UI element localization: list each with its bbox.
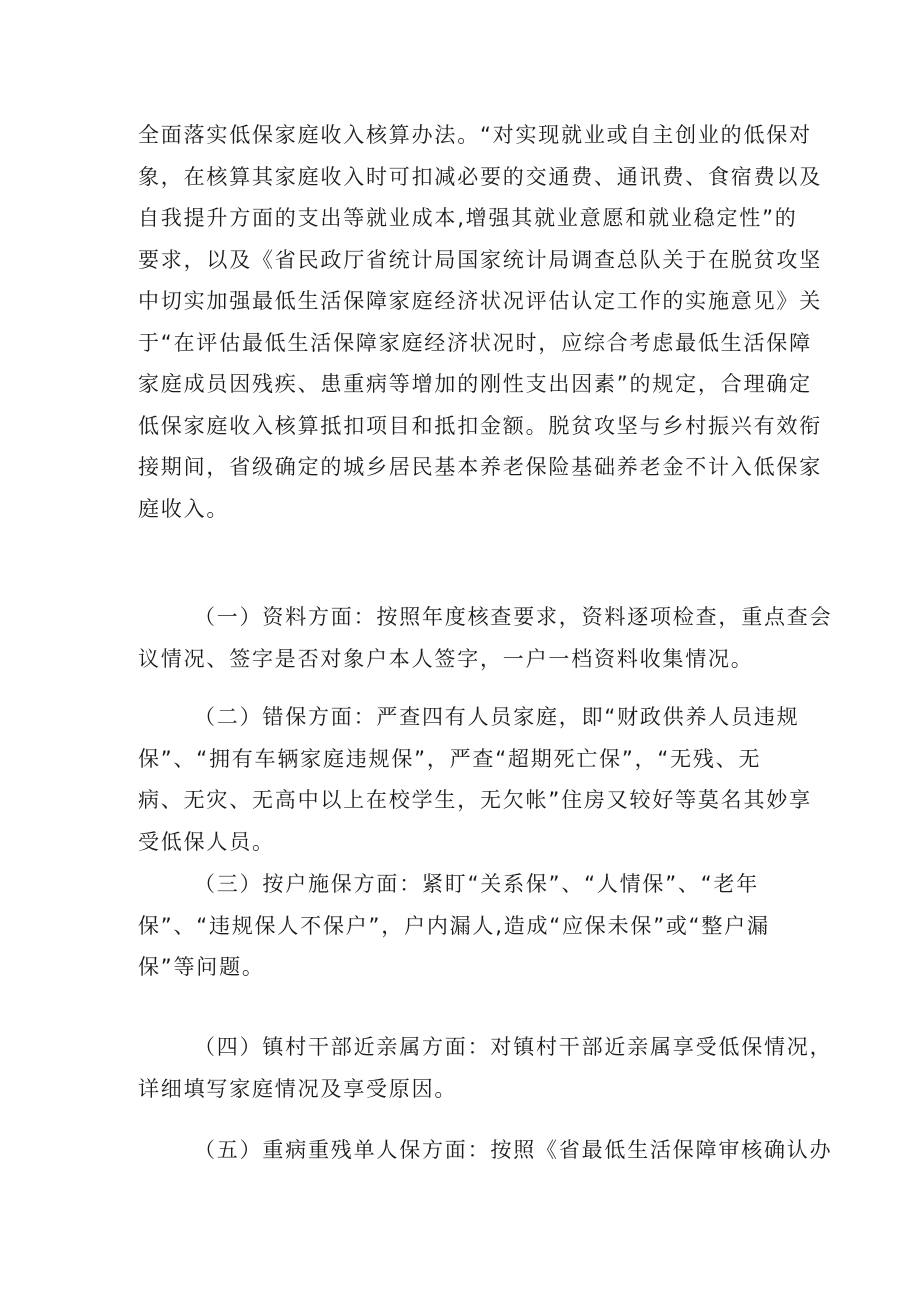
paragraph-item-2 <box>138 697 812 863</box>
text-line: 保”等问题。 <box>138 955 265 979</box>
text-line: 中切实加强最低生活保障家庭经济状况评估认定工作的实施意见》关 <box>138 289 822 313</box>
text-line: 详细填写家庭情况及享受原因。 <box>138 1076 458 1101</box>
text-line: （三）按户施保方面：紧盯“关系保”、“人情保”、“老年 <box>194 872 759 896</box>
text-line: 自我提升方面的支出等就业成本,增强其就业意愿和就业稳定性”的 <box>138 206 798 230</box>
text-line: 低保家庭收入核算抵扣项目和抵扣金额。脱贫攻坚与乡村振兴有效衔 <box>138 413 822 438</box>
text-line: （二）错保方面：严查四有人员家庭，即“财政供养人员违规 <box>194 705 800 729</box>
text-line: 受低保人员。 <box>138 829 275 854</box>
text-line: （五）重病重残单人保方面：按照《省最低生活保障审核确认办 <box>194 1138 833 1162</box>
text-line: 庭收入。 <box>138 496 230 521</box>
text-line: 于“在评估最低生活保障家庭经济状况时，应综合考虑最低生活保障 <box>138 330 812 355</box>
paragraph-item-1 <box>138 597 832 680</box>
text-line: 全面落实低保家庭收入核算办法。“对实现就业或自主创业的低保对 <box>138 123 812 147</box>
paragraph-intro <box>138 115 822 530</box>
text-line: （四）镇村干部近亲属方面：对镇村干部近亲属享受低保情况， <box>194 1035 833 1059</box>
text-line: 要求，以及《省民政厅省统计局国家统计局调查总队关于在脱贫攻坚 <box>138 247 822 272</box>
paragraph-item-4 <box>138 1027 832 1110</box>
paragraph-item-3 <box>138 864 770 989</box>
text-line: 保”、“违规保人不保户”，户内漏人,造成“应保未保”或“整户漏 <box>138 913 770 938</box>
text-line: 接期间，省级确定的城乡居民基本养老保险基础养老金不计入低保家 <box>138 455 822 479</box>
text-line: 病、无灾、无高中以上在校学生，无欠帐”住房又较好等莫名其妙享 <box>138 788 812 812</box>
text-line: 象，在核算其家庭收入时可扣减必要的交通费、通讯费、食宿费以及 <box>138 164 822 189</box>
text-line: （一）资料方面：按照年度核查要求，资料逐项检查，重点查会 <box>194 605 833 629</box>
text-line: 保”、“拥有车辆家庭违规保”，严查“超期死亡保”，“无残、无 <box>138 746 762 771</box>
text-line: 家庭成员因残疾、患重病等增加的刚性支出因素”的规定，合理确定 <box>138 372 812 396</box>
paragraph-item-5 <box>138 1130 832 1172</box>
text-line: 议情况、签字是否对象户本人签字，一户一档资料收集情况。 <box>138 646 754 671</box>
